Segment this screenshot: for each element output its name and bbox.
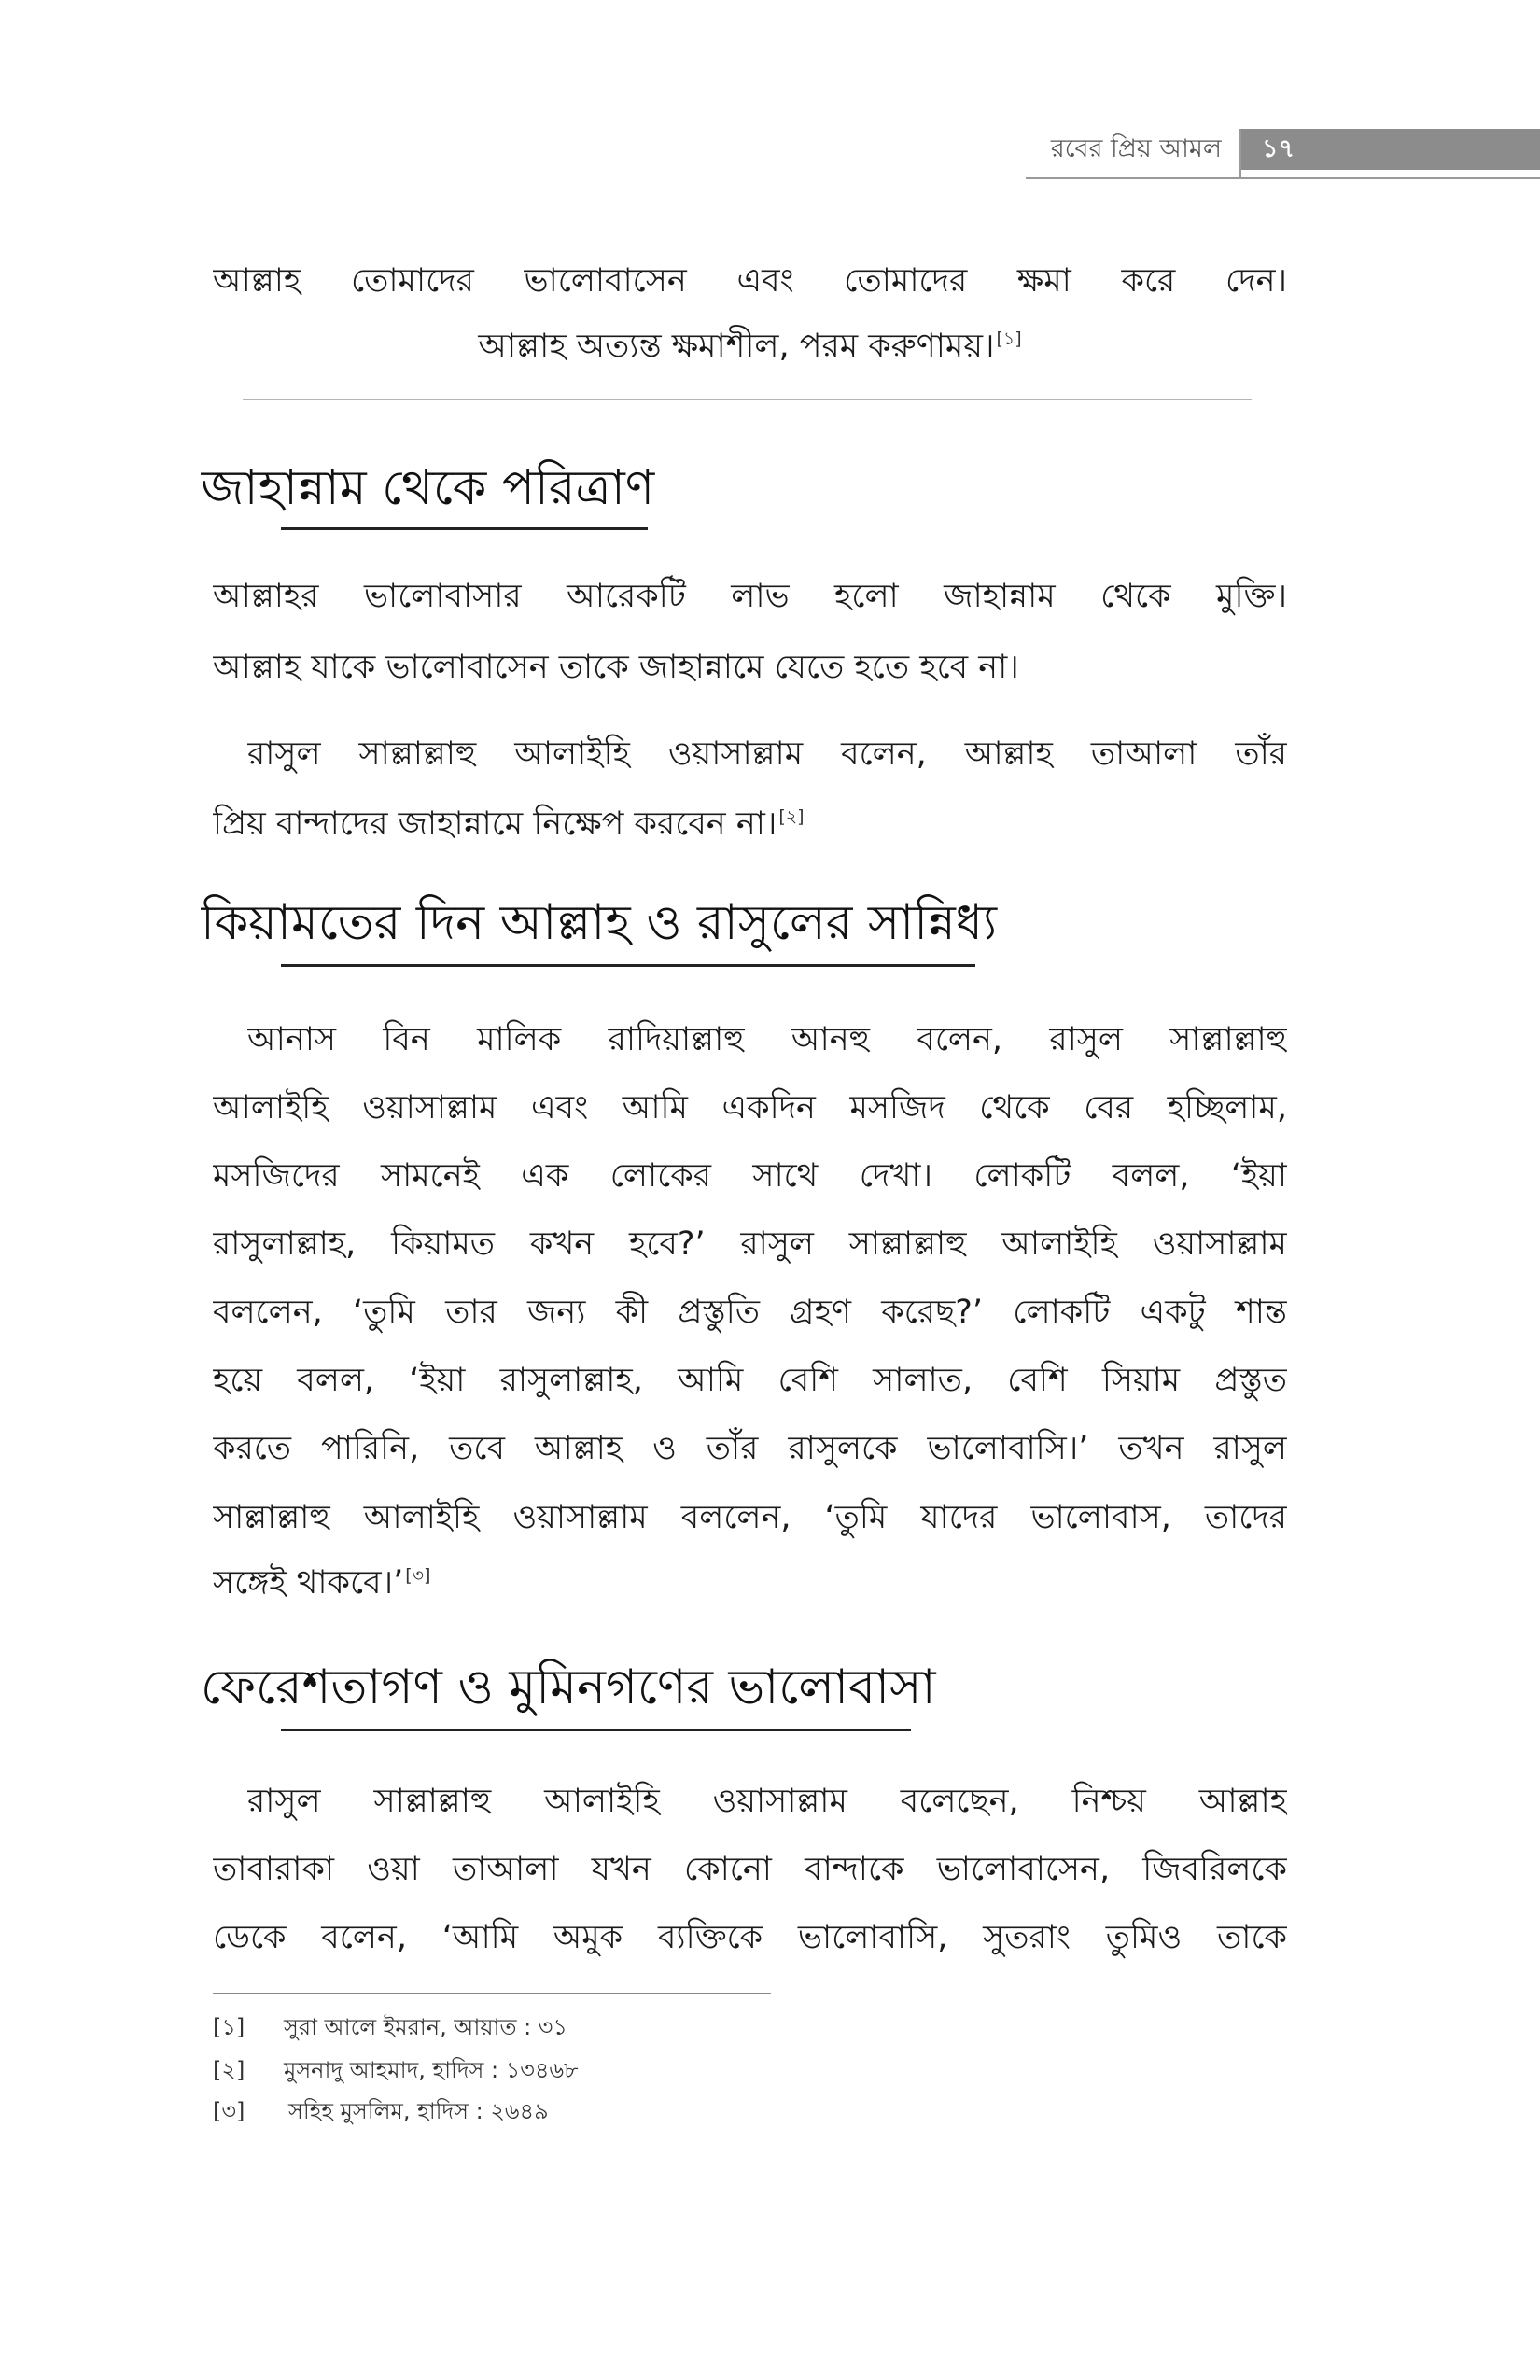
paragraph-line: রাসুল সাল্লাল্লাহু আলাইহি ওয়াসাল্লাম বলেন, আল্লাহ তাআলা তাঁর xyxy=(247,735,1287,773)
paragraph-line-text: প্রিয় বান্দাদের জাহান্নামে নিক্ষেপ করবেন না। xyxy=(213,805,777,843)
footnote-marker: [২] xyxy=(213,2057,245,2083)
footnote-item xyxy=(213,2009,866,2046)
paragraph-line: আনাস বিন মালিক রাদিয়াল্লাহু আনহু বলেন, রাসুল সাল্লাল্লাহু xyxy=(247,1021,1287,1058)
paragraph-line: হয়ে বলল, ‘ইয়া রাসুলাল্লাহ, আমি বেশি সালাত, বেশি সিয়াম প্রস্তুত xyxy=(213,1362,1287,1399)
footnote-text: সহিহ মুসলিম, হাদিস : ২৬৪৯ xyxy=(288,2098,549,2124)
page-number-box xyxy=(1241,129,1540,170)
footnote-marker: [৩] xyxy=(213,2098,245,2124)
running-header-title: রবের প্রিয় আমল xyxy=(1050,134,1222,163)
page-number: ১৭ xyxy=(1262,134,1295,163)
paragraph-line: করতে পারিনি, তবে আল্লাহ ও তাঁর রাসুলকে ভালোবাসি।’ তখন রাসুল xyxy=(213,1430,1287,1467)
paragraph-line xyxy=(213,1549,1287,1617)
paragraph-line-text: সঙ্গেই থাকবে।’ xyxy=(213,1564,404,1602)
section-heading: জাহান্নাম থেকে পরিত্রাণ xyxy=(201,460,655,516)
paragraph-line: সাল্লাল্লাহু আলাইহি ওয়াসাল্লাম বললেন, ‘তুমি যাদের ভালোবাস, তাদের xyxy=(213,1499,1287,1536)
footnote-item xyxy=(213,2051,866,2089)
quote-line: আল্লাহ তোমাদের ভালোবাসেন এবং তোমাদের ক্ষমা করে দেন। xyxy=(213,262,1287,300)
footnote-marker: [১] xyxy=(213,2014,245,2040)
paragraph-line: তাবারাকা ওয়া তাআলা যখন কোনো বান্দাকে ভালোবাসেন, জিবরিলকে xyxy=(213,1851,1287,1888)
quote-line xyxy=(213,313,1287,381)
quote-divider xyxy=(243,399,1252,400)
section-heading: কিয়ামতের দিন আল্লাহ ও রাসুলের সান্নিধ্য xyxy=(201,895,998,951)
footnote-text: মুসনাদু আহমাদ, হাদিস : ১৩৪৬৮ xyxy=(284,2057,579,2083)
paragraph-line: বললেন, ‘তুমি তার জন্য কী প্রস্তুতি গ্রহণ করেছ?’ লোকটি একটু শান্ত xyxy=(213,1294,1287,1331)
heading-underline xyxy=(281,1729,911,1731)
paragraph-line: আল্লাহ যাকে ভালোবাসেন তাকে জাহান্নামে যেতে হতে হবে না। xyxy=(213,649,1019,686)
footnote-reference: [২] xyxy=(778,806,805,828)
footnote-divider xyxy=(213,1993,771,1994)
paragraph-line: রাসুলাল্লাহ, কিয়ামত কখন হবে?’ রাসুল সাল্লাল্লাহু আলাইহি ওয়াসাল্লাম xyxy=(213,1225,1287,1263)
paragraph-line: আলাইহি ওয়াসাল্লাম এবং আমি একদিন মসজিদ থেকে বের হচ্ছিলাম, xyxy=(213,1089,1287,1127)
heading-underline xyxy=(281,527,648,530)
paragraph-line: আল্লাহর ভালোবাসার আরেকটি লাভ হলো জাহান্নাম থেকে মুক্তি। xyxy=(213,578,1287,615)
footnote-item xyxy=(213,2093,866,2130)
footnote-reference: [১] xyxy=(996,329,1022,350)
header-rule xyxy=(1026,177,1540,179)
paragraph-line: ডেকে বলেন, ‘আমি অমুক ব্যক্তিকে ভালোবাসি, সুতরাং তুমিও তাকে xyxy=(213,1919,1287,1956)
paragraph-line: রাসুল সাল্লাল্লাহু আলাইহি ওয়াসাল্লাম বলেছেন, নিশ্চয় আল্লাহ xyxy=(247,1783,1287,1820)
section-heading: ফেরেশতাগণ ও মুমিনগণের ভালোবাসা xyxy=(201,1659,936,1715)
paragraph-line: মসজিদের সামনেই এক লোকের সাথে দেখা। লোকটি বলল, ‘ইয়া xyxy=(213,1157,1287,1195)
heading-underline xyxy=(281,964,975,967)
footnote-text: সুরা আলে ইমরান, আয়াত : ৩১ xyxy=(284,2014,567,2040)
footnote-reference: [৩] xyxy=(405,1565,431,1587)
paragraph-line xyxy=(213,791,1287,859)
quote-line-text: আল্লাহ অত্যন্ত ক্ষমাশীল, পরম করুণাময়। xyxy=(478,328,995,365)
